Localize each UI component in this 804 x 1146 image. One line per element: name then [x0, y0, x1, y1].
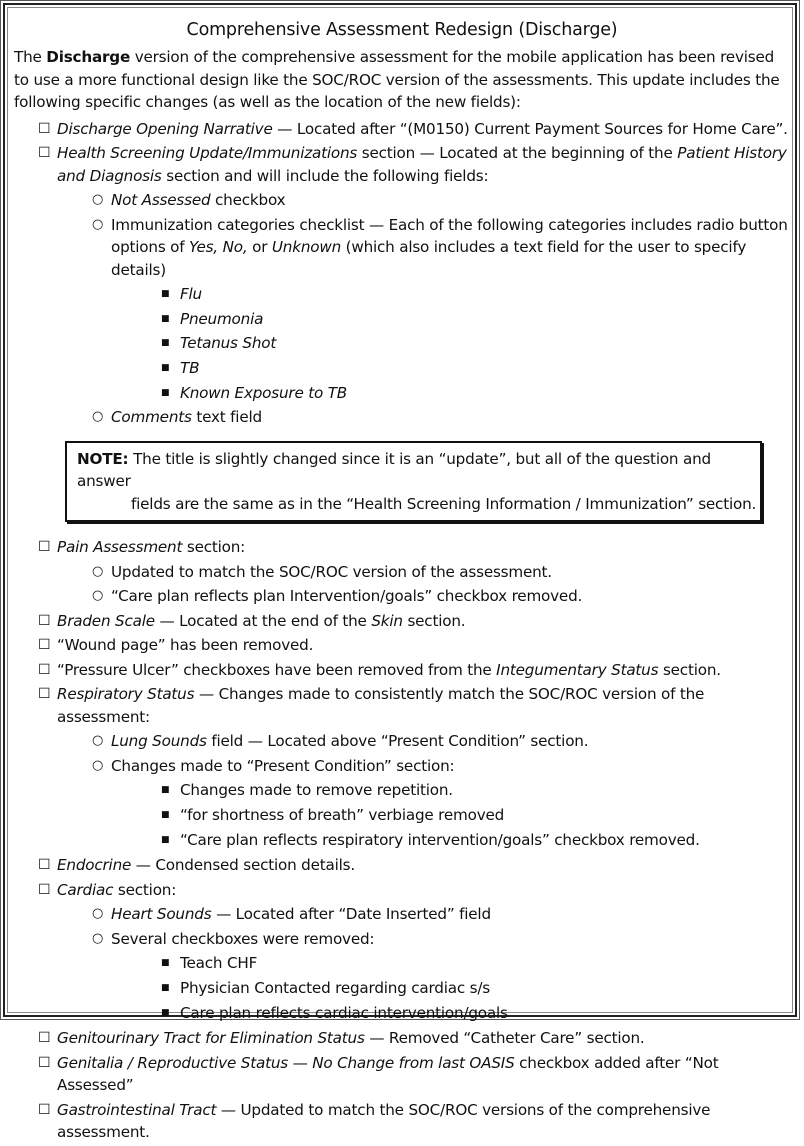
list-item-pressure-ulcer	[14, 659, 790, 682]
list-item-present-sub	[14, 779, 790, 802]
option-yes: Yes,	[189, 238, 218, 256]
item-italic: Lung Sounds	[111, 732, 207, 751]
item-italic: Skin	[371, 611, 403, 630]
item-text: —	[287, 1053, 313, 1072]
list-item-pain-assessment	[14, 536, 790, 559]
item-text: Teach CHF	[180, 954, 258, 973]
checkbox-bullet-icon: ☐	[38, 612, 51, 629]
item-text: or	[247, 238, 272, 256]
note-label: NOTE:	[77, 449, 129, 468]
item-text: “Pressure Ulcer” checkboxes have been removed from the	[57, 660, 497, 679]
item-text: Immunization categories checklist — Each of the following categories includes radio button options of	[111, 215, 788, 256]
list-item-opening-narrative	[14, 118, 790, 141]
item-italic: Genitalia / Reproductive Status	[57, 1053, 288, 1072]
list-item-heart-sounds	[14, 903, 790, 926]
list-item-pain-sub	[14, 585, 790, 608]
item-italic: Gastrointestinal Tract	[57, 1100, 217, 1119]
category-flu	[14, 283, 790, 306]
item-italic: Genitourinary Tract for Elimination Status	[57, 1029, 365, 1048]
category-label: Pneumonia	[180, 309, 264, 328]
item-text: section.	[402, 611, 466, 630]
circle-bullet-icon: ○	[92, 588, 104, 604]
checkbox-bullet-icon: ☐	[38, 120, 51, 137]
item-italic: No Change from last OASIS	[312, 1053, 515, 1072]
list-item-present-condition	[14, 755, 790, 778]
checkbox-bullet-icon: ☐	[38, 881, 51, 898]
item-italic: Respiratory Status	[57, 685, 195, 704]
checkbox-bullet-icon: ☐	[38, 1030, 51, 1047]
item-text: “Wound page” has been removed.	[57, 636, 314, 655]
item-text: section:	[113, 880, 177, 899]
item-text: — Removed “Catheter Care” section.	[364, 1029, 645, 1048]
checkbox-bullet-icon: ☐	[38, 686, 51, 703]
item-italic: Endocrine	[57, 856, 132, 875]
item-text: — Located at the end of the	[154, 611, 372, 630]
item-italic: Integumentary Status	[496, 660, 659, 679]
item-text: “Care plan reflects respiratory intervention/goals” checkbox removed.	[180, 831, 700, 850]
circle-bullet-icon: ○	[92, 930, 104, 946]
list-item-pain-sub	[14, 561, 790, 584]
page-title: Comprehensive Assessment Redesign (Discharge)	[186, 20, 618, 40]
category-known-exposure	[14, 382, 790, 405]
item-text: “for shortness of breath” verbiage removed	[180, 806, 505, 825]
item-text: section and will include the following fields:	[161, 166, 489, 185]
circle-bullet-icon: ○	[92, 409, 104, 425]
square-bullet-icon: ■	[161, 387, 170, 398]
list-item-respiratory-status	[14, 683, 790, 728]
item-text: section — Located at the beginning of the	[357, 144, 678, 162]
option-no: No,	[222, 238, 248, 256]
intro-paragraph	[14, 46, 790, 114]
checkbox-bullet-icon: ☐	[38, 857, 51, 874]
item-italic: Pain Assessment	[57, 538, 183, 557]
list-item-braden-scale	[14, 610, 790, 633]
list-item-checkboxes-removed	[14, 928, 790, 951]
circle-bullet-icon: ○	[92, 216, 104, 232]
list-item-removed-sub	[14, 952, 790, 975]
item-italic: Not Assessed	[111, 191, 211, 209]
item-italic: Patient History and Diagnosis	[57, 144, 787, 185]
item-text: Care plan reflects cardiac intervention/goals	[180, 1004, 508, 1023]
square-bullet-icon: ■	[161, 958, 170, 969]
circle-bullet-icon: ○	[92, 757, 104, 773]
circle-bullet-icon: ○	[92, 906, 104, 922]
item-text: checkbox	[210, 191, 286, 209]
item-text: Physician Contacted regarding cardiac s/s	[180, 979, 490, 998]
item-italic: Cardiac	[57, 880, 114, 899]
intro-pre: The	[14, 48, 47, 66]
option-unknown: Unknown	[271, 238, 341, 256]
item-text: Changes made to “Present Condition” section:	[111, 756, 455, 775]
item-text: section.	[658, 660, 721, 679]
circle-bullet-icon: ○	[92, 733, 104, 749]
category-label: Flu	[180, 285, 202, 303]
square-bullet-icon: ■	[161, 1008, 170, 1019]
list-item-endocrine	[14, 854, 790, 877]
item-text: checkbox added after “Not Assessed”	[57, 1053, 719, 1095]
square-bullet-icon: ■	[161, 785, 170, 796]
list-item-genitalia	[14, 1052, 790, 1097]
item-text: section:	[182, 538, 246, 557]
note-box	[65, 441, 762, 523]
item-italic: Braden Scale	[57, 611, 155, 630]
list-item-genitourinary	[14, 1027, 790, 1050]
checkbox-bullet-icon: ☐	[38, 1054, 51, 1071]
square-bullet-icon: ■	[161, 338, 170, 349]
intro-bold: Discharge	[46, 48, 131, 66]
note-text-line2: fields are the same as in the “Health Screening Information / Immunization” section.	[131, 494, 757, 513]
document-body	[14, 18, 790, 1146]
item-text: Several checkboxes were removed:	[111, 929, 375, 948]
item-text: field — Located above “Present Condition” section.	[206, 732, 589, 751]
item-text: — Located after “Date Inserted” field	[211, 905, 491, 924]
checkbox-bullet-icon: ☐	[38, 1101, 51, 1118]
item-text: (which also includes a text field for the user to specify details)	[111, 238, 747, 279]
checkbox-bullet-icon: ☐	[38, 539, 51, 556]
item-italic: Heart Sounds	[111, 905, 212, 924]
item-italic: Health Screening Update/Immunizations	[57, 144, 358, 162]
category-label: TB	[180, 359, 200, 378]
item-text: — Located after “(M0150) Current Payment Sources for Home Care”.	[272, 119, 788, 138]
checkbox-bullet-icon: ☐	[38, 637, 51, 654]
list-item-cardiac	[14, 879, 790, 902]
category-label: Tetanus Shot	[180, 334, 277, 353]
item-text: “Care plan reflects plan Intervention/goals” checkbox removed.	[111, 587, 583, 606]
square-bullet-icon: ■	[161, 289, 170, 299]
square-bullet-icon: ■	[161, 363, 170, 374]
circle-bullet-icon: ○	[92, 563, 104, 579]
item-text: — Condensed section details.	[131, 856, 355, 875]
item-text: — Changes made to consistently match the SOC/ROC version of the assessment:	[57, 685, 705, 726]
list-item-present-sub	[14, 804, 790, 827]
square-bullet-icon: ■	[161, 313, 170, 324]
square-bullet-icon: ■	[161, 983, 170, 994]
item-text: Changes made to remove repetition.	[180, 781, 453, 800]
list-item-wound-page	[14, 634, 790, 657]
checkbox-bullet-icon: ☐	[38, 145, 51, 161]
category-tb	[14, 357, 790, 380]
item-text: — Updated to match the SOC/ROC versions of the comprehensive assessment.	[57, 1100, 711, 1142]
list-item-removed-sub	[14, 1002, 790, 1025]
list-item-lung-sounds	[14, 730, 790, 753]
item-italic: Discharge Opening Narrative	[57, 119, 273, 138]
list-item-removed-sub	[14, 977, 790, 1000]
list-item-comments	[14, 406, 790, 429]
list-item-present-sub	[14, 829, 790, 852]
item-text: Updated to match the SOC/ROC version of the assessment.	[111, 562, 552, 581]
checkbox-bullet-icon: ☐	[38, 661, 51, 678]
item-text: text field	[191, 408, 262, 427]
intro-post: version of the comprehensive assessment for the mobile application has been revised to use a more functional design like the SOC/ROC version of the assessments. This update includes the following specific changes (as well as the location of the new fields):	[14, 48, 780, 111]
note-text-line1: The title is slightly changed since it is an “update”, but all of the question and answer	[77, 449, 711, 491]
square-bullet-icon: ■	[161, 810, 170, 821]
list-item-health-screening	[14, 142, 790, 187]
category-tetanus	[14, 332, 790, 355]
category-label: Known Exposure to TB	[180, 383, 347, 402]
list-item-gastrointestinal	[14, 1099, 790, 1144]
list-item-immunization-checklist	[14, 214, 790, 282]
circle-bullet-icon: ○	[92, 192, 104, 207]
category-pneumonia	[14, 308, 790, 331]
item-italic: Comments	[111, 408, 192, 427]
square-bullet-icon: ■	[161, 835, 170, 846]
list-item-not-assessed	[14, 189, 790, 212]
